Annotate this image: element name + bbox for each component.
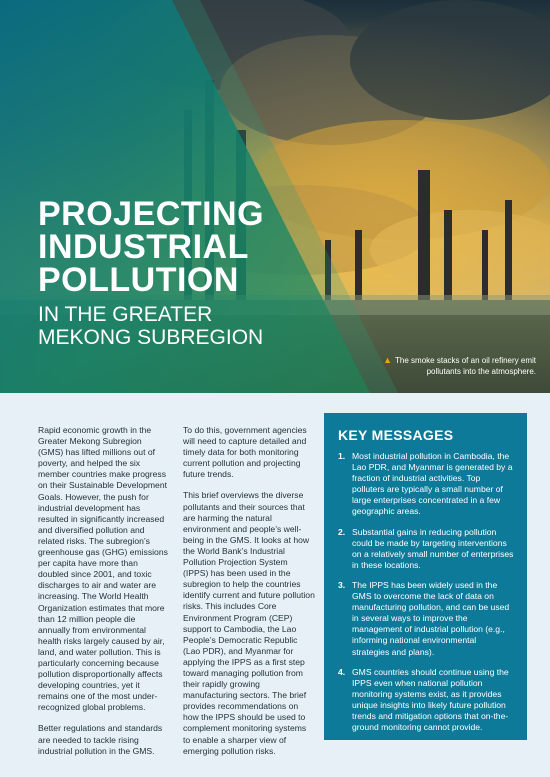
- item-number: 1.: [338, 451, 346, 461]
- body-column-2: [183, 425, 315, 767]
- item-number: 2.: [338, 526, 346, 537]
- paragraph: Rapid economic growth in the Greater Mekong Subregion (GMS) has lifted millions out of poverty, and helped the six member countries make progress on their Sustainable Development Goals. However, the push for industrial development has resulted in significantly increased and diversified pollution and related risks. The subregion’s greenhouse gas (GHG) emissions per capita have more than doubled since 2001, and toxic discharges to air and water are increasing. The World Health Organization estimates that more than 12 million people die annually from environmental health risks largely caused by air, land, and water pollution. This is particularly concerning because pollution disproportionally affects developing countries, yet it remains one of the most under-recognized global problems.: [38, 425, 168, 713]
- body-column-1: [38, 425, 168, 767]
- item-text: Substantial gains in reducing pollution could be made by targeting interventions on a relatively small number of enterprises in these locations.: [352, 526, 514, 570]
- key-messages-heading: KEY MESSAGES: [338, 427, 454, 443]
- triangle-icon: ▲: [383, 355, 393, 365]
- item-text: The IPPS has been widely used in the GMS to overcome the lack of data on manufacturing pollution, and can be used in several ways to improve the management of industrial pollution (e.g., informing national environmental strategies and plans).: [352, 579, 510, 657]
- item-number: 4.: [338, 666, 346, 677]
- list-item: [338, 527, 515, 571]
- item-text: GMS countries should continue using the IPPS even when national pollution monitoring systems exist, as it provides unique insights into likely future pollution trends and mitigation options that on-the-ground monitoring cannot provide.: [352, 666, 509, 733]
- subtitle: IN THE GREATER MEKONG SUBREGION: [38, 303, 264, 349]
- key-messages-box: [324, 413, 527, 740]
- list-item: [338, 451, 515, 518]
- item-number: 3.: [338, 579, 346, 590]
- paragraph: To do this, government agencies will need to capture detailed and timely data for both monitoring current pollution and projecting future trends.: [183, 425, 307, 480]
- item-text: Most industrial pollution in Cambodia, the Lao PDR, and Myanmar is generated by a fraction of industrial activities. Top polluters are typically a small number of large enterprises concentrated in a few geographic areas.: [352, 451, 513, 517]
- photo-caption: [366, 355, 536, 377]
- main-title: PROJECTING INDUSTRIAL POLLUTION: [38, 195, 265, 299]
- list-item: [338, 667, 515, 734]
- caption-text: The smoke stacks of an oil refinery emit pollutants into the atmosphere.: [395, 356, 536, 376]
- paragraph: Better regulations and standards are needed to tackle rising industrial pollution in the GMS.: [38, 723, 163, 756]
- title-block: [38, 195, 298, 349]
- paragraph: This brief overviews the diverse pollutants and their sources that are harming the natural environment and people’s well-being in the GMS. It looks at how the World Bank’s Industrial Pollution Projection System (IPPS) has been used in the subregion to help the countries identify current and future pollution risks. This includes Core Environment Program (CEP) support to Cambodia, the Lao People’s Democratic Republic (Lao PDR), and Myanmar for applying the IPPS as a first step toward managing pollution from their rapidly growing manufacturing sectors. The brief provides recommendations on how the IPPS should be used to complement monitoring systems to enable a sharper view of emerging pollution risks.: [183, 490, 315, 756]
- key-messages-list: [338, 451, 515, 733]
- list-item: [338, 580, 515, 658]
